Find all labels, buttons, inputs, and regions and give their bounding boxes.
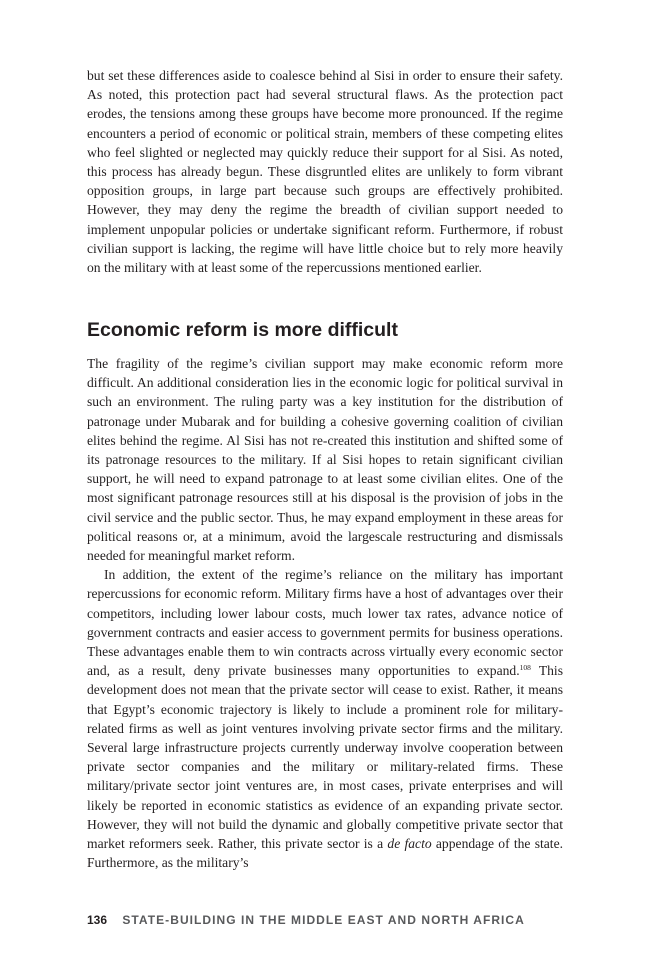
footnote-reference[interactable]: 108 bbox=[519, 663, 531, 673]
paragraph bbox=[87, 565, 563, 872]
paragraph: The fragility of the regime’s civilian support may make economic reform more difficult. An additional consideration lies in the economic logic for political survival in such an environment. The ruling party was a key institution for the distribution of patronage under Mubarak and for building a cohesive governing coalition of civilian elites behind the regime. Al Sisi has not re-created this institution and shifted some of its patronage resources to the military. If al Sisi hopes to retain significant civilian support, he will need to expand patronage to at least some civilian elites. One of the most significant patronage resources still at his disposal is the provision of jobs in the civil service and the public sector. Thus, he may expand employment in these areas for political reasons or, at a minimum, avoid the largescale restructuring and dismissals needed for meaningful market reform. bbox=[87, 356, 563, 564]
page-number: 136 bbox=[87, 913, 108, 927]
body-text-top bbox=[87, 66, 563, 277]
paragraph-text: In addition, the extent of the regime’s reliance on the military has important repercussions for economic reform. Military firms have a host of advantages over their competitors, including lower labour costs, much lower tax rates, advance notice of government contracts and easier access to government permits for business operations. These advantages enable them to win contracts across virtually every economic sector and, as a result, deny private businesses many opportunities to expand. bbox=[87, 567, 563, 679]
paragraph: but set these differences aside to coalesce behind al Sisi in order to ensure their safety. As noted, this protection pact had several structural flaws. As the protection pact erodes, the tensions among these groups have become more pronounced. If the regime encounters a period of economic or political strain, members of these competing elites who feel slighted or neglected may quickly reduce their support for al Sisi. As noted, this process has already begun. These disgruntled elites are unlikely to form vibrant opposition groups, in large part because such groups are effectively prohibited. However, they may deny the regime the breadth of civilian support needed to implement unpopular policies or undertake significant reform. Furthermore, if robust civilian support is lacking, the regime will have little choice but to rely more heavily on the military with at least some of the repercussions mentioned earlier. bbox=[87, 68, 563, 276]
section-heading: Economic reform is more difficult bbox=[87, 319, 398, 341]
running-head: STATE-BUILDING IN THE MIDDLE EAST AND NORTH AFRICA bbox=[122, 913, 525, 927]
paragraph-text: This development does not mean that the private sector will cease to exist. Rather, it means that Egypt’s economic trajectory is likely to include a prominent role for military-related firms as well as joint ventures involving private sector firms and the military. Several large infrastructure projects currently underway involve cooperation between private sector companies and the military or military-related firms. These military/private sector joint ventures are, in most cases, private enterprises and will likely be reported in economic statistics as evidence of an expanding private sector. However, they will not build the dynamic and globally competitive private sector that market reformers seek. Rather, this private sector is a bbox=[87, 663, 563, 852]
paragraph-text: appendage of the state. Furthermore, as the military’s bbox=[87, 836, 564, 871]
page-footer bbox=[87, 912, 525, 928]
section-body bbox=[87, 354, 563, 872]
emphasis-text: de facto bbox=[387, 836, 432, 852]
